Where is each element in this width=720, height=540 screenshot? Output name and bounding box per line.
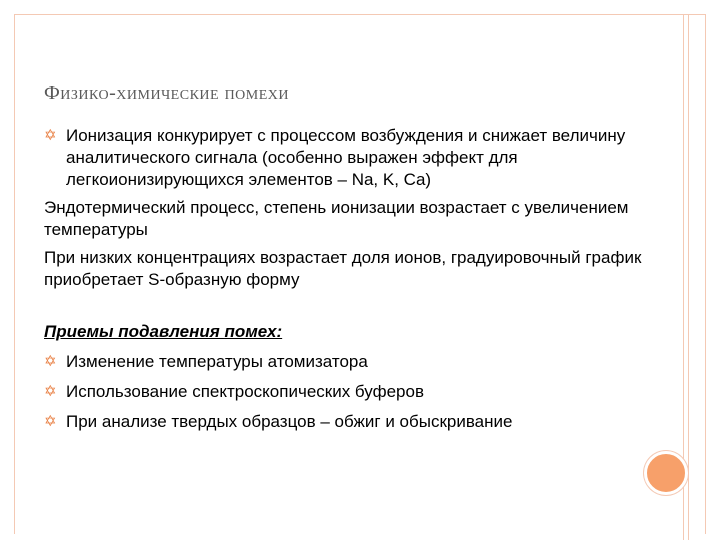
paragraph-endothermic: Эндотермический процесс, степень ионизации возрастает с увеличением температуры [44,198,629,239]
bullet-icon: ✡ [44,127,57,144]
slide-content [44,125,644,433]
slide-title: Физико-химические помехи [44,82,290,104]
method-item [44,351,644,373]
paragraph-low-concentration: При низких концентрациях возрастает доля ионов, градуировочный график приобретает S-образную форму [44,248,642,289]
decorative-circle-icon [644,451,688,495]
intro-bullet [44,125,644,191]
method-item-text: При анализе твердых образцов – обжиг и обыскривание [66,412,513,431]
bullet-icon: ✡ [44,383,57,400]
methods-heading: Приемы подавления помех: [44,322,283,341]
method-item [44,411,644,433]
method-item [44,381,644,403]
bullet-icon: ✡ [44,353,57,370]
method-item-text: Изменение температуры атомизатора [66,352,368,371]
method-item-text: Использование спектроскопических буферов [66,382,424,401]
slide-side-line-inner [688,14,689,540]
bullet-icon: ✡ [44,413,57,430]
intro-bullet-text: Ионизация конкурирует с процессом возбуждения и снижает величину аналитического сигнала (особенно выражен эффект для легкоионизирующихся элементов – Na, K, Ca) [66,126,626,189]
